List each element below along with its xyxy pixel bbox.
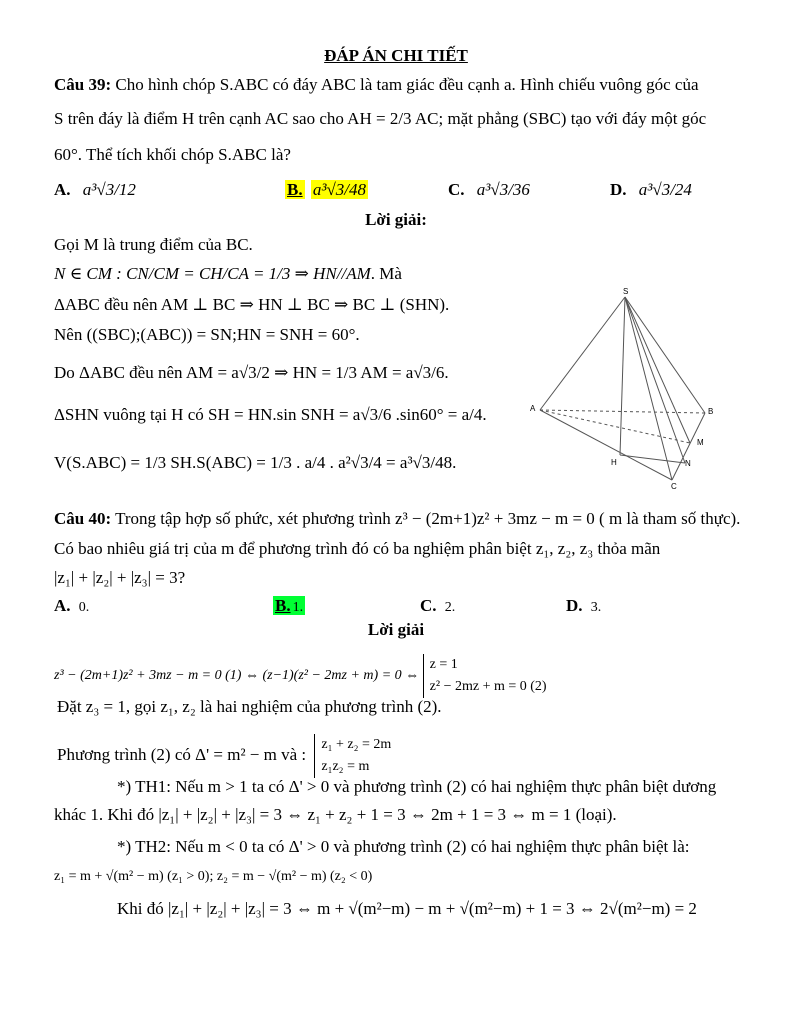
q39-option-b-value: a³√3/48 xyxy=(312,180,366,199)
q40-line-1 xyxy=(54,508,740,530)
page-title: ĐÁP ÁN CHI TIẾT xyxy=(324,46,468,65)
q39-step-6: ΔSHN vuông tại H có SH = HN.sin SNH = a√3/6 .sin60° = a/4. xyxy=(54,405,487,424)
q40-option-c-value: 2. xyxy=(444,600,456,615)
q39-option-a-value: a³√3/12 xyxy=(82,180,136,199)
q40-eq-1-cases: z = 1 z² − 2mz + m = 0 (2) xyxy=(423,654,547,698)
edge-ab xyxy=(540,410,705,413)
label-H: H xyxy=(611,458,617,467)
edge-ac xyxy=(540,410,672,480)
q40-line-3: |z₁| + |z₂| + |z₃| = 3? xyxy=(54,568,186,587)
q40-label: Câu 40: xyxy=(54,509,112,528)
label-A: A xyxy=(530,404,536,413)
q40-step-2: Đặt z₃ = 1, gọi z₁, z₂ là hai nghiệm của phương trình (2). xyxy=(57,697,442,716)
label-M: M xyxy=(697,438,704,447)
q39-option-c: C. a³√3/36 xyxy=(448,180,530,199)
q40-case-1-line-1: *) TH1: Nếu m > 1 ta có Δ' > 0 và phương trình (2) có hai nghiệm thực phân biệt dương xyxy=(117,777,717,796)
q40-line-2: Có bao nhiêu giá trị của m để phương trình đó có ba nghiệm phân biệt z₁, z₂, z₃ thỏa mãn xyxy=(54,539,661,558)
q39-option-b-label: B. xyxy=(287,180,303,199)
edge-hn xyxy=(620,455,685,463)
q40-solution-title: Lời giải xyxy=(367,620,425,639)
q40-step-3: Phương trình (2) có Δ' = m² − m và : z₁ + z₂ = 2m z₁z₂ = m xyxy=(57,734,391,778)
q40-eq-1: z³ − (2m+1)z² + 3mz − m = 0 (1) ⇔ (z−1)(z² − 2mz + m) = 0 ⇔ z = 1 z² − 2mz + m = 0 (2) xyxy=(54,654,547,698)
label-C: C xyxy=(671,482,677,491)
q40-option-b-label: B. xyxy=(275,596,291,615)
q39-step-3: ΔABC đều nên AM ⊥ BC ⇒ HN ⊥ BC ⇒ BC ⊥ (SHN). xyxy=(54,295,450,314)
label-S: S xyxy=(623,287,629,296)
q39-text-1: Cho hình chóp S.ABC có đáy ABC là tam giác đều cạnh a. Hình chiếu vuông góc của xyxy=(115,75,699,94)
label-N: N xyxy=(685,459,691,468)
q40-case-2-roots: z₁ = m + √(m² − m) (z₁ > 0); z₂ = m − √(m² − m) (z₂ < 0) xyxy=(54,869,373,884)
q39-option-d: D. a³√3/24 xyxy=(610,180,692,199)
q40-case-2-line-3: Khi đó |z₁| + |z₂| + |z₃| = 3 ⇔ m + √(m²−m) − m + √(m²−m) + 1 = 3 ⇔ 2√(m²−m) = 2 xyxy=(117,899,697,918)
q40-option-a: A. 0. xyxy=(54,596,90,615)
edge-sb xyxy=(625,297,705,413)
q39-line-2: S trên đáy là điểm H trên cạnh AC sao cho AH = 2/3 AC; mặt phẳng (SBC) tạo với đáy một góc xyxy=(54,109,707,128)
q39-option-a: A. a³√3/12 xyxy=(54,180,136,199)
q40-case-1-line-2: khác 1. Khi đó |z₁| + |z₂| + |z₃| = 3 ⇔ z₁ + z₂ + 1 = 3 ⇔ 2m + 1 = 3 ⇔ m = 1 (loại). xyxy=(54,805,617,824)
q39-line-1 xyxy=(54,74,699,96)
q39-step-4: Nên ((SBC);(ABC)) = SN;HN = SNH = 60°. xyxy=(54,325,360,344)
q40-option-d: D. 3. xyxy=(566,596,602,615)
q40-vieta-system: z₁ + z₂ = 2m z₁z₂ = m xyxy=(314,734,391,778)
q39-label: Câu 39: xyxy=(54,75,112,94)
q39-step-2: N ∈ CM : CN/CM = CH/CA = 1/3 ⇒ HN//AM. Mà xyxy=(54,264,402,283)
q39-step-7: V(S.ABC) = 1/3 SH.S(ABC) = 1/3 . a/4 . a²√3/4 = a³√3/48. xyxy=(54,453,457,472)
q40-case-2-line-1: *) TH2: Nếu m < 0 ta có Δ' > 0 và phương trình (2) có hai nghiệm thực phân biệt là: xyxy=(117,837,690,856)
q39-option-d-value: a³√3/24 xyxy=(638,180,692,199)
q39-step-5: Do ΔABC đều nên AM = a√3/2 ⇒ HN = 1/3 AM = a√3/6. xyxy=(54,363,449,382)
edge-sm xyxy=(625,297,690,443)
pyramid-figure xyxy=(520,285,750,495)
q40-option-b xyxy=(273,596,305,616)
edge-sc xyxy=(625,297,672,480)
q39-option-c-value: a³√3/36 xyxy=(476,180,530,199)
q39-option-b xyxy=(285,180,368,200)
q40-option-b-value: 1. xyxy=(292,600,304,615)
label-B: B xyxy=(708,407,714,416)
q39-step-1: Gọi M là trung điểm của BC. xyxy=(54,235,253,254)
edge-sn xyxy=(625,297,685,463)
edge-sh xyxy=(620,297,625,455)
q40-option-c: C. 2. xyxy=(420,596,456,615)
q40-option-d-value: 3. xyxy=(590,600,602,615)
q39-solution-title: Lời giải: xyxy=(365,210,427,229)
q39-line-3: 60°. Thể tích khối chóp S.ABC là? xyxy=(54,145,291,164)
q40-text-1: Trong tập hợp số phức, xét phương trình z³ − (2m+1)z² + 3mz − m = 0 ( m là tham số thực). xyxy=(115,509,741,528)
edge-sa xyxy=(540,297,625,410)
q40-option-a-value: 0. xyxy=(78,600,90,615)
